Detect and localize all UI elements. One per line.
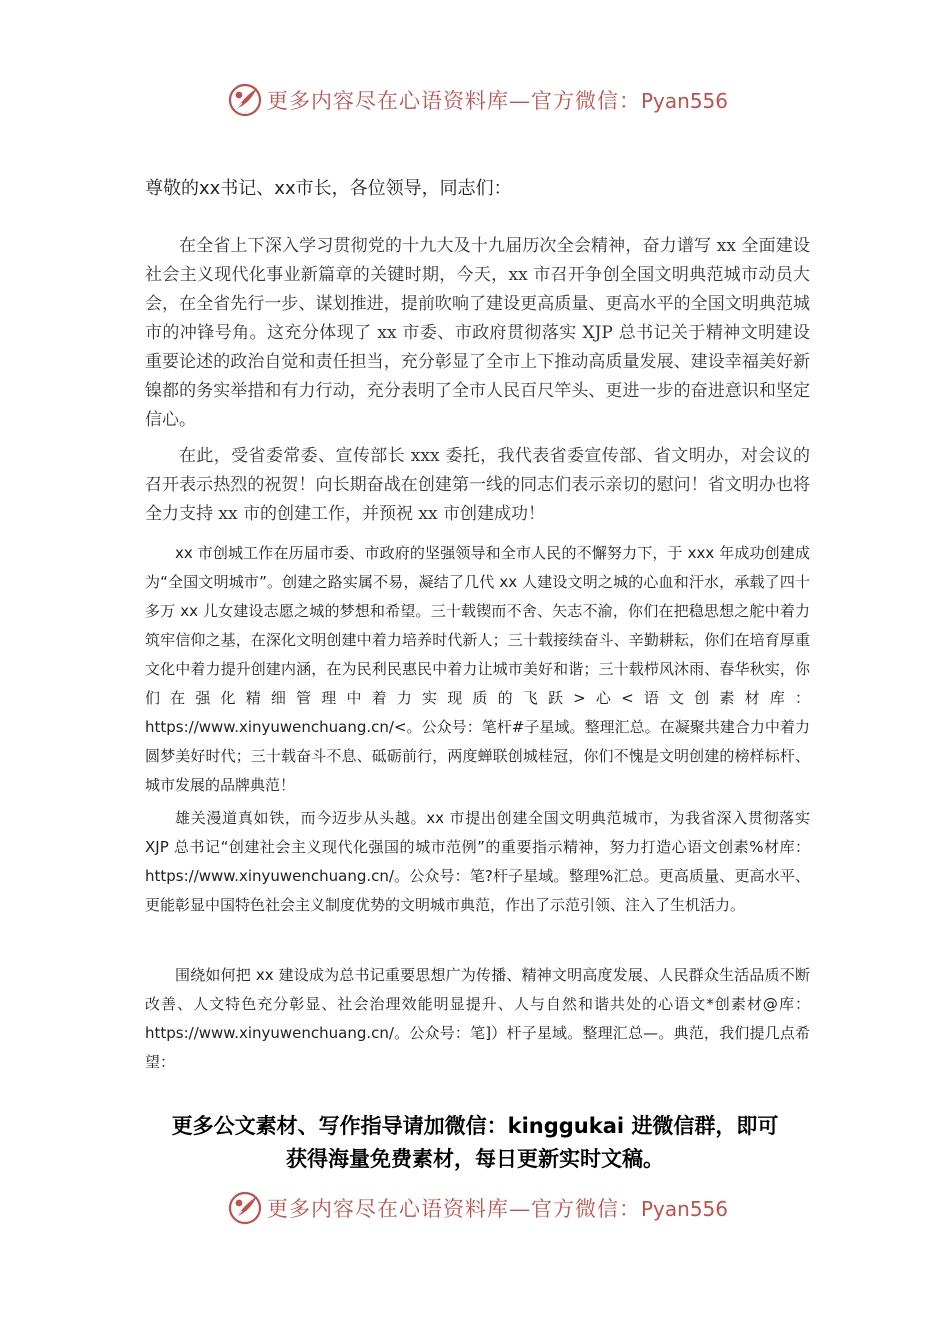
paragraph-2: 在此，受省委常委、宣传部长 xxx 委托，我代表省委宣传部、省文明办，对会议的召开表示热烈的祝贺！向长期奋战在创建第一线的同志们表示亲切的慰问！省文明办也将全力支持 xx 市的创建工作，并预祝 xx 市创建成功！ — [145, 446, 810, 524]
quill-logo-icon — [227, 82, 263, 118]
paragraph-5: 围绕如何把 xx 建设成为总书记重要思想广为传播、精神文明高度发展、人民群众生活品质不断改善、人文特色充分彰显、社会治理效能明显提升、人与自然和谐共处的心语文*创素材@库：https://www.xinyuwenchuang.cn/。公众号：笔]）杆子星域。整理汇总—。典范，我们提几点希望： — [145, 966, 810, 1071]
wechat-id: Pyan556 — [641, 1197, 729, 1221]
header-banner — [227, 82, 728, 118]
footer-banner — [227, 1190, 728, 1226]
promo-line-2: 获得海量免费素材，每日更新实时文稿。 — [286, 1147, 664, 1171]
banner-text: 更多内容尽在心语资料库—官方微信：Pyan556 — [267, 1197, 729, 1221]
paragraph-1: 在全省上下深入学习贯彻党的十九大及十九届历次全会精神，奋力谱写 xx 全面建设社会主义现代化事业新篇章的关键时期，今天，xx 市召开争创全国文明典范城市动员大会，在全省先行一步、谋划推进，提前吹响了建设更高质量、更高水平的全国文明典范城市的冲锋号角。这充分体现了 xx 市委、市政府贯彻落实 XJP 总书记关于精神文明建设重要论述的政治自觉和责任担当，充分彰显了全市上下推动高质量发展、建设幸福美好新镍都的务实举措和有力行动，充分表明了全市人民百尺竿头、更进一步的奋进意识和坚定信心。 — [145, 236, 810, 430]
quill-logo-icon — [227, 1190, 263, 1226]
paragraph-4: 雄关漫道真如铁，而今迈步从头越。xx 市提出创建全国文明典范城市，为我省深入贯彻落实 XJP 总书记“创建社会主义现代化强国的城市范例”的重要指示精神，努力打造心语文创素%材库：https://www.xinyuwenchuang.cn/。公众号：笔?杆子星域。整理%汇总。更高质量、更高水平、更能彰显中国特色社会主义制度优势的文明城市典范，作出了示范引领、注入了生机活力。 — [145, 809, 810, 914]
promo-line-1: 更多公文素材、写作指导请加微信：kinggukai 进微信群，即可 — [171, 1114, 779, 1138]
wechat-id: Pyan556 — [641, 89, 729, 113]
salutation: 尊敬的xx书记、xx市长，各位领导，同志们： — [145, 178, 512, 199]
paragraph-3: xx 市创城工作在历届市委、市政府的坚强领导和全市人民的不懈努力下，于 xxx 年成功创建成为“全国文明城市”。创建之路实属不易，凝结了几代 xx 人建设文明之城的心血和汗水，承载了四十多万 xx 儿女建设志愿之城的梦想和希望。三十载锲而不舍、矢志不渝，你们在把稳思想之舵中着力筑牢信仰之基，在深化文明创建中着力培养时代新人；三十载接续奋斗、辛勤耕耘，你们在培育厚重文化中着力提升创建内涵，在为民利民惠民中着力让城市美好和谐；三十载栉风沐雨、春华秋实，你们在强化精细管理中着力实现质的飞跃>心<语文创素材库：https://www.xinyuwenchuang.cn/<。公众号：笔杆#子星域。整理汇总。在凝聚共建合力中着力圆梦美好时代；三十载奋斗不息、砥砺前行，两度蝉联创城桂冠，你们不愧是文明创建的榜样标杆、城市发展的品牌典范！ — [145, 544, 810, 794]
banner-text: 更多内容尽在心语资料库—官方微信：Pyan556 — [267, 89, 729, 113]
promo-notice — [100, 1110, 850, 1176]
